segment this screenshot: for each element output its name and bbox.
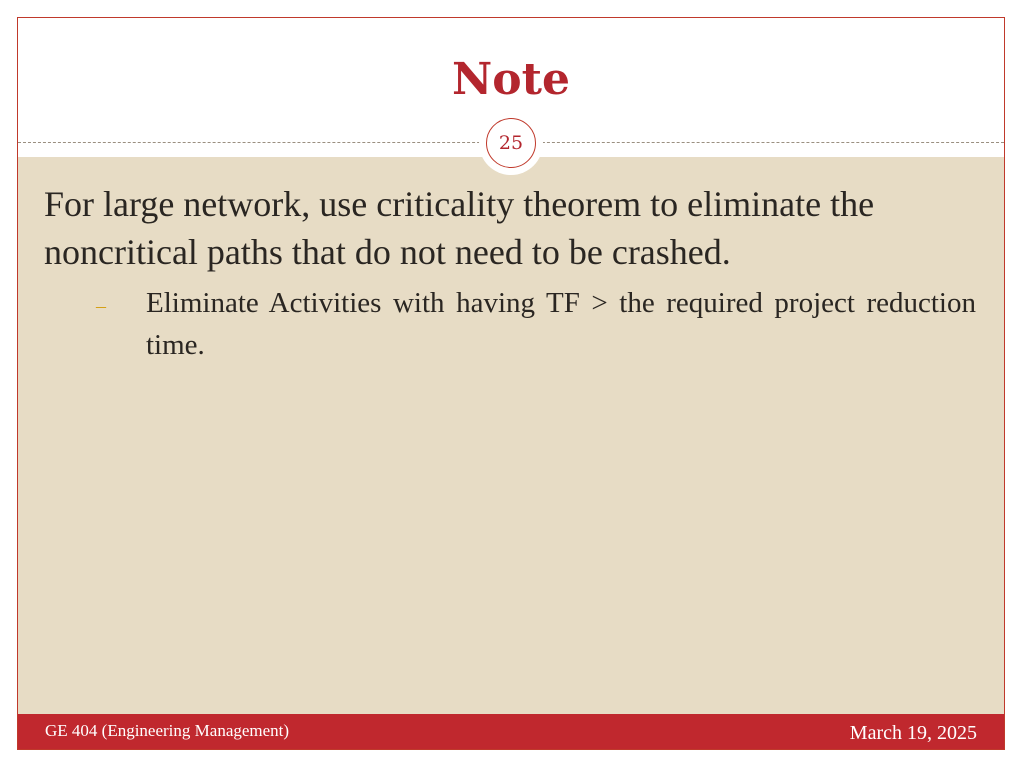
slide-title: Note xyxy=(452,54,570,105)
sub-bullet-dash-icon: – xyxy=(96,295,106,317)
slide-footer xyxy=(18,714,1004,750)
page-number: 25 xyxy=(486,118,536,168)
sub-bullet-text: Eliminate Activities with having TF > the required project reduction time. xyxy=(146,287,976,361)
footer-course: GE 404 (Engineering Management) xyxy=(45,721,290,740)
main-bullet-text: For large network, use criticality theorem to eliminate the noncritical paths that do not need to be crashed. xyxy=(44,184,875,272)
slide xyxy=(17,17,1005,750)
footer-date: March 19, 2025 xyxy=(849,722,977,744)
